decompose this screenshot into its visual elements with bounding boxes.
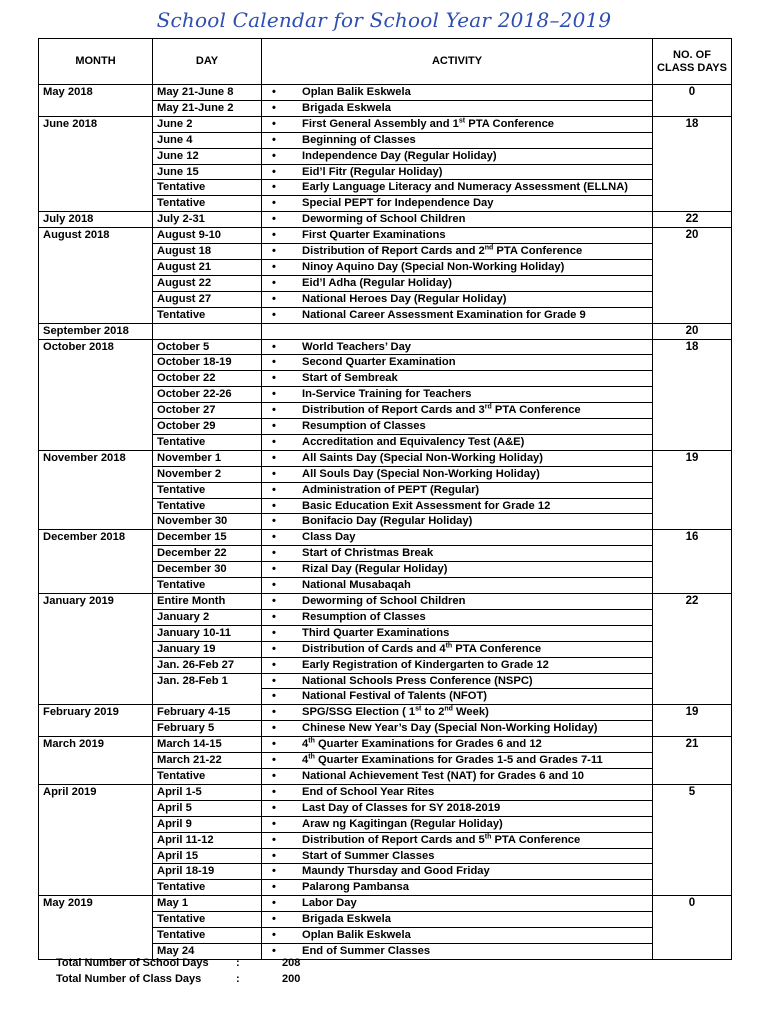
bullet-icon: • <box>272 595 276 607</box>
activity-cell <box>262 307 653 323</box>
day-cell: Tentative <box>153 434 262 450</box>
activity-text: Distribution of Report Cards and 5th PTA Conference <box>302 832 581 846</box>
activity-cell <box>262 323 653 339</box>
bullet-icon: • <box>272 785 276 798</box>
activity-text: Independence Day (Regular Holiday) <box>302 149 497 162</box>
bullet-icon: • <box>272 944 276 957</box>
day-cell: April 9 <box>153 816 262 832</box>
total-label: Total Number of Class Days <box>56 972 202 985</box>
activity-text: Oplan Balik Eskwela <box>302 86 411 98</box>
bullet-icon: • <box>272 722 276 735</box>
activity-text: Administration of PEPT (Regular) <box>302 483 480 496</box>
day-cell: April 1-5 <box>153 784 262 800</box>
activity-cell <box>262 371 653 387</box>
total-colon: : <box>236 972 240 985</box>
activity-cell <box>262 912 653 928</box>
bullet-icon: • <box>272 245 276 258</box>
total-class-days <box>56 972 300 988</box>
month-cell: November 2018 <box>39 450 153 530</box>
activity-text: National Musabaqah <box>302 579 411 592</box>
activity-cell <box>262 100 653 116</box>
table-row <box>39 896 732 912</box>
bullet-icon: • <box>272 754 276 767</box>
month-cell: October 2018 <box>39 339 153 450</box>
day-cell: August 22 <box>153 275 262 291</box>
activity-text: Early Registration of Kindergarten to Grade 12 <box>302 658 549 671</box>
total-label: Total Number of School Days <box>56 957 209 969</box>
activity-text: Ninoy Aquino Day (Special Non-Working Holiday) <box>302 260 565 273</box>
bullet-icon: • <box>272 420 276 433</box>
header-class-days: NO. OF CLASS DAYS <box>653 39 732 85</box>
bullet-icon: • <box>272 674 276 687</box>
activity-cell <box>262 896 653 912</box>
day-cell: Tentative <box>153 498 262 514</box>
day-cell: December 30 <box>153 562 262 578</box>
total-value: 200 <box>282 972 301 985</box>
class-days-cell: 22 <box>653 212 732 228</box>
bullet-icon: • <box>272 133 276 146</box>
activity-text: Bonifacio Day (Regular Holiday) <box>302 515 473 528</box>
month-cell: December 2018 <box>39 530 153 594</box>
day-cell: May 1 <box>153 896 262 912</box>
activity-cell <box>262 450 653 466</box>
activity-text: Second Quarter Examination <box>302 356 456 369</box>
day-cell: June 2 <box>153 116 262 132</box>
table-row <box>39 339 732 355</box>
day-cell: January 2 <box>153 609 262 625</box>
activity-cell <box>262 848 653 864</box>
activity-text: SPG/SSG Election ( 1st to 2nd Week) <box>302 705 489 719</box>
activity-cell <box>262 880 653 896</box>
activity-cell <box>262 244 653 260</box>
day-cell: April 15 <box>153 848 262 864</box>
activity-text: Eid’l Adha (Regular Holiday) <box>302 276 453 289</box>
day-cell: February 4-15 <box>153 705 262 721</box>
day-cell: October 27 <box>153 403 262 419</box>
day-cell: June 12 <box>153 148 262 164</box>
bullet-icon: • <box>272 626 276 639</box>
activity-cell <box>262 132 653 148</box>
day-cell: October 5 <box>153 339 262 355</box>
day-cell: January 19 <box>153 641 262 657</box>
day-cell: August 27 <box>153 291 262 307</box>
bullet-icon: • <box>272 117 276 130</box>
day-cell: Tentative <box>153 307 262 323</box>
bullet-icon: • <box>272 372 276 385</box>
activity-text: Start of Sembreak <box>302 372 398 385</box>
activity-text: Resumption of Classes <box>302 420 426 433</box>
calendar-body <box>39 85 732 960</box>
activity-cell <box>262 419 653 435</box>
activity-text: Start of Summer Classes <box>302 849 435 862</box>
activity-cell <box>262 180 653 196</box>
bullet-icon: • <box>272 483 276 496</box>
day-cell: November 30 <box>153 514 262 530</box>
class-days-cell: 21 <box>653 737 732 785</box>
activity-text: Deworming of School Children <box>302 595 466 607</box>
bullet-icon: • <box>272 388 276 401</box>
activity-cell <box>262 212 653 228</box>
activity-cell <box>262 546 653 562</box>
table-row <box>39 450 732 466</box>
day-cell: April 5 <box>153 800 262 816</box>
bullet-icon: • <box>272 833 276 846</box>
activity-cell <box>262 784 653 800</box>
day-cell: Tentative <box>153 880 262 896</box>
bullet-icon: • <box>272 181 276 194</box>
table-row <box>39 530 732 546</box>
bullet-icon: • <box>272 499 276 512</box>
day-cell: March 21-22 <box>153 753 262 769</box>
bullet-icon: • <box>272 292 276 305</box>
activity-text: Rizal Day (Regular Holiday) <box>302 563 448 576</box>
day-cell: January 10-11 <box>153 625 262 641</box>
activity-cell <box>262 594 653 610</box>
month-cell: February 2019 <box>39 705 153 737</box>
month-cell: April 2019 <box>39 784 153 895</box>
day-cell: July 2-31 <box>153 212 262 228</box>
bullet-icon: • <box>272 769 276 782</box>
bullet-icon: • <box>272 658 276 671</box>
bullet-icon: • <box>272 881 276 894</box>
activity-text: First General Assembly and 1st PTA Conference <box>302 117 555 130</box>
day-cell: November 2 <box>153 466 262 482</box>
table-row <box>39 737 732 753</box>
month-cell: March 2019 <box>39 737 153 785</box>
class-days-cell: 20 <box>653 228 732 323</box>
day-cell: Tentative <box>153 482 262 498</box>
activity-text: Labor Day <box>302 897 357 910</box>
bullet-icon: • <box>272 101 276 114</box>
day-cell: May 21-June 8 <box>153 85 262 101</box>
activity-cell <box>262 721 653 737</box>
activity-cell <box>262 291 653 307</box>
total-school-days <box>56 956 300 972</box>
day-cell: Jan. 28-Feb 1 <box>153 673 262 705</box>
activity-text: National Career Assessment Examination for Grade 9 <box>302 308 586 321</box>
month-cell: August 2018 <box>39 228 153 323</box>
activity-text: Brigada Eskwela <box>302 913 391 926</box>
activity-text: All Saints Day (Special Non-Working Holiday) <box>302 451 543 464</box>
activity-text: Oplan Balik Eskwela <box>302 929 411 942</box>
activity-text: Beginning of Classes <box>302 133 416 146</box>
activity-cell <box>262 434 653 450</box>
totals-block <box>56 956 300 987</box>
activity-text: Maundy Thursday and Good Friday <box>302 865 490 878</box>
bullet-icon: • <box>272 467 276 480</box>
activity-cell <box>262 768 653 784</box>
bullet-icon: • <box>272 642 276 655</box>
activity-cell <box>262 387 653 403</box>
activity-text: Third Quarter Examinations <box>302 626 450 639</box>
table-row <box>39 705 732 721</box>
activity-cell <box>262 530 653 546</box>
activity-text: Accreditation and Equivalency Test (A&E) <box>302 435 525 448</box>
activity-text: 4th Quarter Examinations for Grades 1-5 and Grades 7-11 <box>302 753 603 767</box>
day-cell: May 21-June 2 <box>153 100 262 116</box>
table-row <box>39 784 732 800</box>
day-cell: February 5 <box>153 721 262 737</box>
activity-cell <box>262 164 653 180</box>
header-day: DAY <box>153 39 262 85</box>
table-row <box>39 85 732 101</box>
activity-cell <box>262 689 653 705</box>
activity-cell <box>262 864 653 880</box>
header-row <box>39 39 732 85</box>
activity-cell <box>262 228 653 244</box>
day-cell: Tentative <box>153 196 262 212</box>
day-cell: August 18 <box>153 244 262 260</box>
month-cell: January 2019 <box>39 594 153 705</box>
bullet-icon: • <box>272 451 276 464</box>
table-row <box>39 116 732 132</box>
activity-cell <box>262 800 653 816</box>
bullet-icon: • <box>272 706 276 719</box>
class-days-cell: 19 <box>653 705 732 737</box>
activity-text: All Souls Day (Special Non-Working Holiday) <box>302 467 540 480</box>
activity-text: Last Day of Classes for SY 2018-2019 <box>302 801 501 814</box>
bullet-icon: • <box>272 801 276 814</box>
bullet-icon: • <box>272 515 276 528</box>
bullet-icon: • <box>272 276 276 289</box>
activity-cell <box>262 116 653 132</box>
bullet-icon: • <box>272 579 276 592</box>
class-days-cell: 16 <box>653 530 732 594</box>
activity-text: Distribution of Report Cards and 2nd PTA Conference <box>302 244 583 258</box>
activity-cell <box>262 148 653 164</box>
table-row <box>39 594 732 610</box>
activity-text: National Festival of Talents (NFOT) <box>302 690 488 703</box>
day-cell: Tentative <box>153 768 262 784</box>
activity-cell <box>262 641 653 657</box>
day-cell: June 15 <box>153 164 262 180</box>
activity-cell <box>262 259 653 275</box>
bullet-icon: • <box>272 913 276 926</box>
bullet-icon: • <box>272 929 276 942</box>
bullet-icon: • <box>272 435 276 448</box>
activity-cell <box>262 943 653 959</box>
class-days-cell: 19 <box>653 450 732 530</box>
activity-cell <box>262 816 653 832</box>
class-days-cell: 5 <box>653 784 732 895</box>
activity-cell <box>262 196 653 212</box>
bullet-icon: • <box>272 563 276 576</box>
day-cell: Tentative <box>153 928 262 944</box>
bullet-icon: • <box>272 531 276 544</box>
bullet-icon: • <box>272 897 276 910</box>
activity-cell <box>262 85 653 101</box>
activity-text: 4th Quarter Examinations for Grades 6 and 12 <box>302 737 542 751</box>
day-cell: May 24 <box>153 943 262 959</box>
activity-text: National Heroes Day (Regular Holiday) <box>302 292 507 305</box>
bullet-icon: • <box>272 404 276 417</box>
activity-text: Araw ng Kagitingan (Regular Holiday) <box>302 817 503 830</box>
bullet-icon: • <box>272 340 276 353</box>
activity-cell <box>262 578 653 594</box>
activity-text: Start of Christmas Break <box>302 547 434 560</box>
activity-text: National Schools Press Conference (NSPC) <box>302 674 533 687</box>
class-days-cell: 22 <box>653 594 732 705</box>
class-days-cell: 20 <box>653 323 732 339</box>
bullet-icon: • <box>272 356 276 369</box>
activity-cell <box>262 514 653 530</box>
day-cell: October 18-19 <box>153 355 262 371</box>
day-cell: December 15 <box>153 530 262 546</box>
bullet-icon: • <box>272 308 276 321</box>
activity-cell <box>262 832 653 848</box>
month-cell: July 2018 <box>39 212 153 228</box>
activity-cell <box>262 705 653 721</box>
class-days-cell: 18 <box>653 339 732 450</box>
header-activity: ACTIVITY <box>262 39 653 85</box>
bullet-icon: • <box>272 865 276 878</box>
month-cell: June 2018 <box>39 116 153 211</box>
table-row <box>39 323 732 339</box>
activity-text: End of School Year Rites <box>302 785 435 798</box>
activity-cell <box>262 339 653 355</box>
day-cell: August 9-10 <box>153 228 262 244</box>
activity-cell <box>262 355 653 371</box>
day-cell: December 22 <box>153 546 262 562</box>
day-cell <box>153 323 262 339</box>
day-cell: Entire Month <box>153 594 262 610</box>
day-cell: October 29 <box>153 419 262 435</box>
bullet-icon: • <box>272 197 276 210</box>
calendar-table <box>38 38 732 960</box>
activity-text: First Quarter Examinations <box>302 229 446 242</box>
bullet-icon: • <box>272 690 276 703</box>
activity-text: Class Day <box>302 531 356 544</box>
activity-text: National Achievement Test (NAT) for Grades 6 and 10 <box>302 769 585 782</box>
month-cell: May 2018 <box>39 85 153 117</box>
total-value: 208 <box>282 957 301 969</box>
bullet-icon: • <box>272 213 276 226</box>
day-cell: April 18-19 <box>153 864 262 880</box>
activity-text: Chinese New Year’s Day (Special Non-Working Holiday) <box>302 722 598 735</box>
bullet-icon: • <box>272 165 276 178</box>
page-title: School Calendar for School Year 2018–2019 <box>156 8 612 32</box>
activity-cell <box>262 657 653 673</box>
activity-cell <box>262 737 653 753</box>
day-cell: October 22 <box>153 371 262 387</box>
class-days-cell: 18 <box>653 116 732 211</box>
activity-cell <box>262 673 653 689</box>
day-cell: Tentative <box>153 912 262 928</box>
activity-text: Brigada Eskwela <box>302 101 391 114</box>
activity-text: Distribution of Cards and 4th PTA Conference <box>302 641 542 655</box>
activity-text: Special PEPT for Independence Day <box>302 197 494 210</box>
month-cell: September 2018 <box>39 323 153 339</box>
class-days-cell: 0 <box>653 896 732 960</box>
bullet-icon: • <box>272 817 276 830</box>
activity-text: Early Language Literacy and Numeracy Assessment (ELLNA) <box>302 181 628 194</box>
header-month: MONTH <box>39 39 153 85</box>
day-cell: June 4 <box>153 132 262 148</box>
bullet-icon: • <box>272 610 276 623</box>
activity-cell <box>262 928 653 944</box>
bullet-icon: • <box>272 86 276 98</box>
activity-text: Eid’l Fitr (Regular Holiday) <box>302 165 443 178</box>
activity-text: Distribution of Report Cards and 3rd PTA Conference <box>302 403 581 417</box>
bullet-icon: • <box>272 149 276 162</box>
activity-text: Palarong Pambansa <box>302 881 409 894</box>
table-row <box>39 228 732 244</box>
day-cell: October 22-26 <box>153 387 262 403</box>
day-cell: Jan. 26-Feb 27 <box>153 657 262 673</box>
activity-text: World Teachers’ Day <box>302 340 412 353</box>
class-days-cell: 0 <box>653 85 732 117</box>
activity-cell <box>262 466 653 482</box>
activity-cell <box>262 482 653 498</box>
activity-cell <box>262 498 653 514</box>
activity-cell <box>262 275 653 291</box>
bullet-icon: • <box>272 849 276 862</box>
bullet-icon: • <box>272 229 276 242</box>
bullet-icon: • <box>272 260 276 273</box>
bullet-icon: • <box>272 547 276 560</box>
activity-cell <box>262 753 653 769</box>
day-cell: April 11-12 <box>153 832 262 848</box>
table-row <box>39 212 732 228</box>
activity-text: Resumption of Classes <box>302 610 426 623</box>
activity-cell <box>262 562 653 578</box>
bullet-icon: • <box>272 738 276 751</box>
activity-text: Basic Education Exit Assessment for Grade 12 <box>302 499 551 512</box>
activity-cell <box>262 609 653 625</box>
day-cell: November 1 <box>153 450 262 466</box>
day-cell: August 21 <box>153 259 262 275</box>
activity-cell <box>262 403 653 419</box>
total-colon: : <box>236 957 240 969</box>
day-cell: Tentative <box>153 578 262 594</box>
activity-text: Deworming of School Children <box>302 213 466 226</box>
day-cell: March 14-15 <box>153 737 262 753</box>
activity-text: In-Service Training for Teachers <box>302 388 472 401</box>
day-cell: Tentative <box>153 180 262 196</box>
activity-cell <box>262 625 653 641</box>
month-cell: May 2019 <box>39 896 153 960</box>
activity-text: End of Summer Classes <box>302 944 431 957</box>
